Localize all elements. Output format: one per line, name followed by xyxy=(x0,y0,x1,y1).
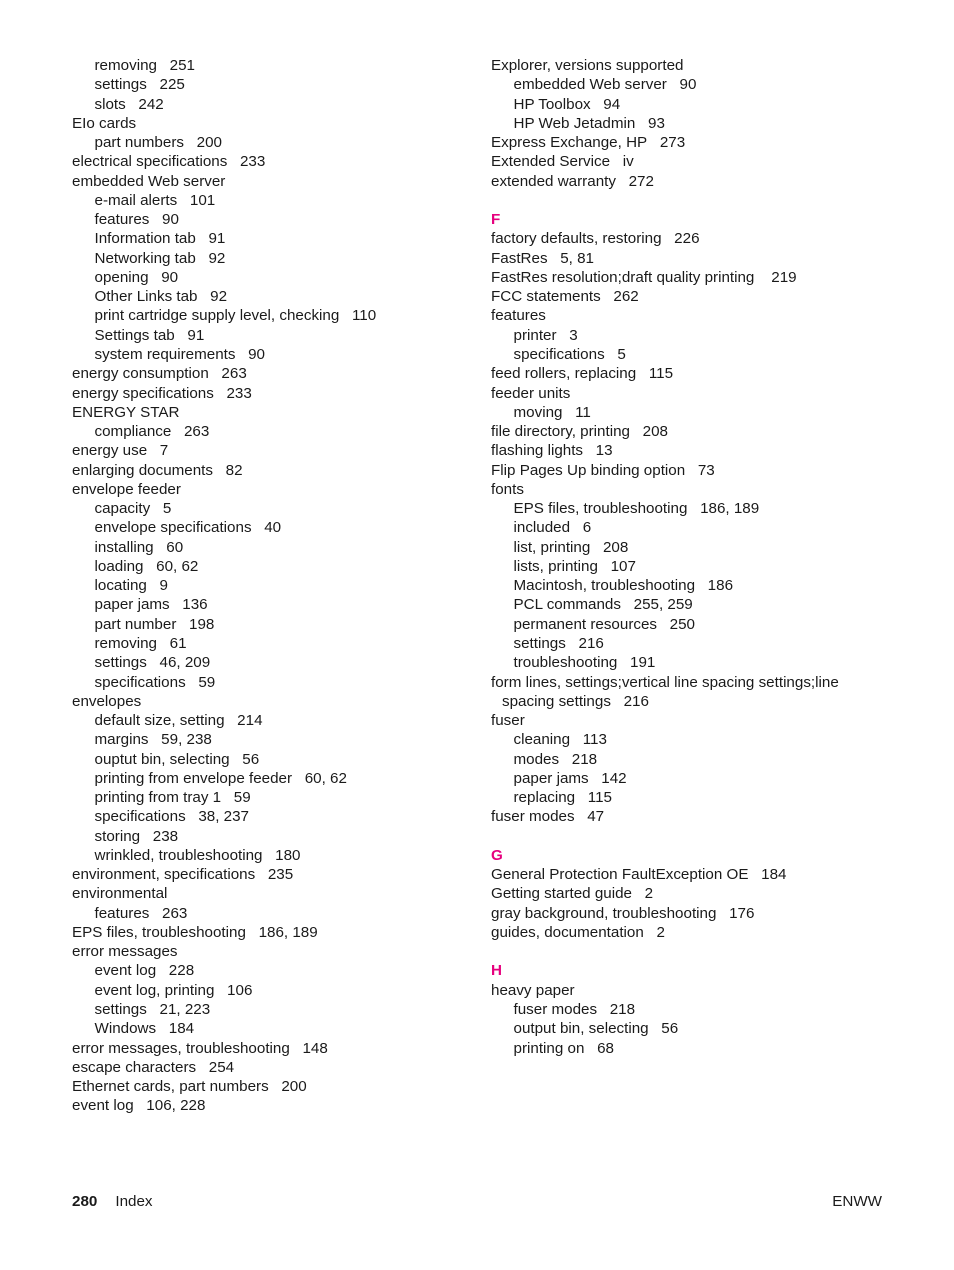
index-entry: Extended Service iv xyxy=(491,153,634,171)
index-entry: energy specifications 233 xyxy=(72,384,252,402)
index-entry: Flip Pages Up binding option 73 xyxy=(491,461,715,479)
index-entry: fuser modes 47 xyxy=(491,808,605,826)
index-entry: error messages, troubleshooting 148 xyxy=(72,1039,328,1057)
index-entry: ENERGY STAR xyxy=(72,403,180,421)
index-entry: feeder units xyxy=(491,384,571,402)
index-subentry: Networking tab 92 xyxy=(94,249,226,267)
index-subentry: HP Toolbox 94 xyxy=(513,95,621,113)
index-subentry: loading 60, 62 xyxy=(94,557,199,575)
index-subentry: envelope specifications 40 xyxy=(94,519,282,537)
index-subentry: specifications 5 xyxy=(513,345,626,363)
index-subentry: paper jams 136 xyxy=(94,596,208,614)
index-subentry: Other Links tab 92 xyxy=(94,288,228,306)
index-entry: embedded Web server xyxy=(72,172,226,190)
index-subentry: replacing 115 xyxy=(513,789,613,807)
index-subentry: part numbers 200 xyxy=(94,134,222,152)
index-entry: energy consumption 263 xyxy=(72,365,247,383)
index-subentry: fuser modes 218 xyxy=(513,1001,636,1019)
index-subentry: settings 225 xyxy=(94,76,185,94)
index-entry: form lines, settings;vertical line spacing settings;line xyxy=(491,673,839,691)
index-entry: envelopes xyxy=(72,692,142,710)
index-entry: environmental xyxy=(72,885,168,903)
index-subentry: permanent resources 250 xyxy=(513,615,696,633)
index-subentry: output bin, selecting 56 xyxy=(513,1020,679,1038)
index-subentry: Windows 184 xyxy=(94,1020,195,1038)
page-footer-left xyxy=(72,1192,153,1211)
index-subentry: EPS files, troubleshooting 186, 189 xyxy=(513,500,760,518)
index-entry: heavy paper xyxy=(491,981,575,999)
index-entry: electrical specifications 233 xyxy=(72,153,266,171)
index-entry: flashing lights 13 xyxy=(491,442,613,460)
index-entry: Ethernet cards, part numbers 200 xyxy=(72,1078,307,1096)
index-entry: Getting started guide 2 xyxy=(491,885,654,903)
index-entry: escape characters 254 xyxy=(72,1058,235,1076)
index-subentry: event log 228 xyxy=(94,962,195,980)
page-footer-right: ENWW xyxy=(832,1193,882,1210)
index-subentry: HP Web Jetadmin 93 xyxy=(513,114,665,132)
index-subentry: printing on 68 xyxy=(513,1039,614,1057)
index-subentry: specifications 59 xyxy=(94,673,216,691)
index-subentry: part number 198 xyxy=(94,615,215,633)
index-entry: fuser xyxy=(491,712,525,730)
index-subentry: features 263 xyxy=(94,904,188,922)
index-subentry: settings 46, 209 xyxy=(94,654,211,672)
index-subentry: storing 238 xyxy=(94,827,179,845)
index-entry: Explorer, versions supported xyxy=(491,57,684,74)
index-entry: file directory, printing 208 xyxy=(491,423,668,441)
index-subentry: wrinkled, troubleshooting 180 xyxy=(94,846,301,864)
index-entry: General Protection FaultException OE 184 xyxy=(491,866,787,884)
index-subentry: printing from tray 1 59 xyxy=(94,789,251,807)
index-subentry: paper jams 142 xyxy=(513,769,627,787)
index-subentry: settings 21, 223 xyxy=(94,1001,211,1019)
index-entry: Express Exchange, HP 273 xyxy=(491,134,686,152)
index-entry: error messages xyxy=(72,943,178,961)
index-letter-heading: F xyxy=(491,211,501,229)
index-subentry: slots 242 xyxy=(94,95,164,113)
index-entry: enlarging documents 82 xyxy=(72,461,243,479)
index-subentry: Information tab 91 xyxy=(94,230,226,248)
index-subentry: Settings tab 91 xyxy=(94,326,205,344)
index-subentry: ouptut bin, selecting 56 xyxy=(94,750,260,768)
section-name: Index xyxy=(115,1193,153,1210)
index-subentry: Macintosh, troubleshooting 186 xyxy=(513,577,734,595)
index-entry: features xyxy=(491,307,546,325)
index-subentry: specifications 38, 237 xyxy=(94,808,250,826)
index-subentry: cleaning 113 xyxy=(513,731,607,749)
index-subentry: locating 9 xyxy=(94,577,168,595)
index-subentry: e-mail alerts 101 xyxy=(94,191,216,209)
index-entry: FCC statements 262 xyxy=(491,288,639,306)
index-subentry: system requirements 90 xyxy=(94,345,266,363)
index-subentry: moving 11 xyxy=(513,403,591,421)
index-entry: feed rollers, replacing 115 xyxy=(491,365,674,383)
index-subentry: lists, printing 107 xyxy=(513,557,636,575)
index-letter-heading: G xyxy=(491,846,503,864)
index-subentry: printer 3 xyxy=(513,326,578,344)
index-subentry: removing 61 xyxy=(94,634,187,652)
index-entry: environment, specifications 235 xyxy=(72,866,294,884)
index-subentry: compliance 263 xyxy=(94,423,210,441)
index-subentry: margins 59, 238 xyxy=(94,731,212,749)
index-subentry: embedded Web server 90 xyxy=(513,76,697,94)
index-subentry: removing 251 xyxy=(94,57,195,74)
index-entry: energy use 7 xyxy=(72,442,169,460)
index-subentry: print cartridge supply level, checking 110 xyxy=(94,307,377,325)
index-subentry: list, printing 208 xyxy=(513,538,629,556)
index-subentry: default size, setting 214 xyxy=(94,712,263,730)
index-subentry: settings 216 xyxy=(513,634,604,652)
index-entry: guides, documentation 2 xyxy=(491,923,665,941)
index-subentry: troubleshooting 191 xyxy=(513,654,656,672)
index-entry-continuation: spacing settings 216 xyxy=(502,692,649,710)
index-entry: factory defaults, restoring 226 xyxy=(491,230,700,248)
index-entry: FastRes resolution;draft quality printing 219 xyxy=(491,268,797,286)
index-subentry: printing from envelope feeder 60, 62 xyxy=(94,769,347,787)
index-entry: EIo cards xyxy=(72,114,137,132)
index-subentry: event log, printing 106 xyxy=(94,981,253,999)
index-letter-heading: H xyxy=(491,962,502,980)
index-subentry: capacity 5 xyxy=(94,500,172,518)
index-entry: gray background, troubleshooting 176 xyxy=(491,904,755,922)
index-subentry: modes 218 xyxy=(513,750,598,768)
index-entry: EPS files, troubleshooting 186, 189 xyxy=(72,923,318,941)
index-column-left xyxy=(72,56,472,1116)
index-subentry: opening 90 xyxy=(94,268,179,286)
index-entry: envelope feeder xyxy=(72,480,181,498)
index-subentry: features 90 xyxy=(94,211,179,229)
index-column-right xyxy=(491,56,891,1058)
index-entry: fonts xyxy=(491,480,524,498)
index-entry: FastRes 5, 81 xyxy=(491,249,594,267)
index-subentry: installing 60 xyxy=(94,538,184,556)
index-entry: extended warranty 272 xyxy=(491,172,654,190)
index-subentry: included 6 xyxy=(513,519,592,537)
index-subentry: PCL commands 255, 259 xyxy=(513,596,693,614)
page-number: 280 xyxy=(72,1193,98,1210)
index-entry: event log 106, 228 xyxy=(72,1097,206,1115)
